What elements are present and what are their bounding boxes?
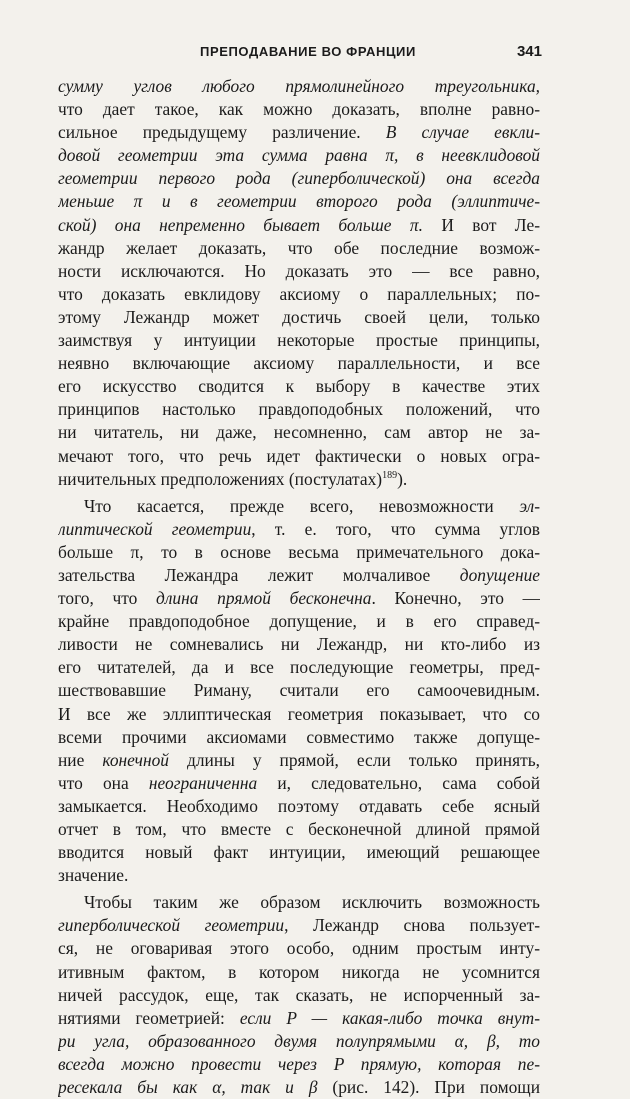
text-segment: Что касается, прежде всего, невозможности [84,495,520,516]
text-segment: ничей рассудок, еще, так сказать, не испорченный за- [58,984,540,1005]
text-segment: значение. [58,865,129,886]
text-segment: ни читатель, ни даже, несомненно, сам автор не за- [58,422,540,443]
text-segment: что доказать евклидову аксиому о параллельных; по- [58,283,540,304]
text-line [58,167,540,190]
text-segment: нятиями геометрией: [58,1007,240,1028]
italic-segment: довой геометрии эта сумма равна π, в неевклидовой [58,145,540,166]
text-line [58,468,540,491]
text-line [58,937,540,960]
text-segment: заимствуя у интуиции некоторые простые принципы, [58,330,540,351]
text-segment: ние [58,749,103,770]
text-line [58,214,540,237]
text-line [58,961,540,984]
text-segment: отчет в том, что вместе с бесконечной длиной прямой [58,819,540,839]
text-segment: зательства Лежандра лежит молчаливое [58,564,460,585]
text-segment: замыкается. Необходимо поэтому отдавать себе ясный [58,795,540,816]
text-line [58,121,540,144]
text-line [58,98,540,121]
text-line [58,306,540,329]
text-line [58,772,540,795]
text-line [58,75,540,98]
italic-segment: липтической геометрии [58,518,252,539]
page-number: 341 [516,43,542,60]
text-segment: И все же эллиптическая геометрия показывает, что со [58,703,540,724]
text-segment: длины у прямой, если только принять, [168,749,540,770]
text-segment: больше π, то в основе весьма примечательного дока- [58,541,540,562]
text-segment: ничительных предположениях (постулатах) [58,468,383,489]
footnote-marker: 189 [382,469,398,481]
italic-segment: ской) она непременно бывает больше π. [58,214,423,235]
text-line [58,679,540,702]
text-line [58,749,540,772]
text-line [58,610,540,633]
italic-segment: эл- [519,495,540,516]
text-segment: крайне правдоподобное допущение, и в его справед- [58,611,540,632]
text-line [58,1076,540,1099]
italic-segment: сумму углов любого прямолинейного треугольника, [58,76,540,96]
text-segment: ливости не сомневались ни Лежандр, ни кто-либо из [58,634,540,655]
italic-segment: геометрии первого рода (гиперболической) она всегда [58,168,540,189]
text-line [58,726,540,749]
text-line [58,1053,540,1076]
text-segment: , т. е. того, что сумма углов [251,518,540,539]
italic-segment: длина прямой бесконечна [156,588,372,609]
text-segment: его читателей, да и все последующие геометры, пред- [58,657,540,678]
text-segment: Чтобы таким же образом исключить возможность [84,892,540,913]
text-segment: его искусство сводится к выбору в качестве этих [58,376,540,397]
text-line [58,190,540,213]
italic-segment: допущение [459,564,540,585]
italic-segment: ри угла, образованного двумя полупрямыми α, β, то [58,1030,540,1051]
text-segment: ). [397,468,408,489]
italic-segment: ресекала бы как α, так и β [58,1077,318,1098]
text-line [58,564,540,587]
text-line [58,541,540,564]
text-segment: что она [58,772,149,793]
text-segment: что дает такое, как можно доказать, вполне равно- [58,99,540,120]
body-text [58,75,540,1099]
text-segment: мечают того, что речь идет фактически о новых огра- [58,445,540,466]
text-segment: ности исключаются. Но доказать это — все равно, [58,260,540,281]
text-segment: сильное предыдущему различение. [58,122,386,143]
text-line [58,283,540,306]
text-segment: жандр желает доказать, что обе последние возмож- [58,237,540,258]
text-line [58,144,540,167]
italic-segment: гиперболической геометрии [58,915,285,936]
italic-segment: всегда можно провести через P прямую, которая пе- [58,1053,540,1074]
text-segment: и, следовательно, сама собой [257,772,540,793]
text-line [58,818,540,841]
text-segment: И вот Ле- [422,214,540,235]
text-line [58,398,540,421]
text-segment: (рис. 142). При помощи [317,1077,540,1098]
text-segment: шествовавшие Риману, считали его самоочевидным. [58,680,540,701]
text-segment: итивным фактом, в котором никогда не усомнится [58,961,540,982]
text-line [58,329,540,352]
italic-segment: В случае евкли- [385,122,540,143]
text-line [58,445,540,468]
text-line [58,495,540,518]
italic-segment: если P — какая-либо точка внут- [239,1007,540,1028]
text-line [58,587,540,610]
page-header [60,44,540,66]
italic-segment: меньше π и в геометрии второго рода (эллиптиче- [58,191,540,212]
text-segment: ся, не оговаривая этого особо, одним простым инту- [58,938,540,959]
text-line [58,841,540,864]
text-segment: всеми прочими аксиомами совместимо также допуще- [58,726,540,747]
text-segment: вводится новый факт интуиции, имеющий решающее [58,842,540,863]
text-segment: . Конечно, это — [371,588,540,609]
running-title: ПРЕПОДАВАНИЕ ВО ФРАНЦИИ [200,44,416,59]
text-line [58,375,540,398]
text-line [58,984,540,1007]
text-segment: принципов настолько правдоподобных положений, что [58,399,540,420]
text-line [58,352,540,375]
text-line [58,703,540,726]
text-line [58,421,540,444]
text-line [58,914,540,937]
text-segment: , Лежандр снова пользует- [284,915,540,936]
text-line [58,891,540,914]
text-line [58,1007,540,1030]
text-line [58,633,540,656]
text-line [58,1030,540,1053]
text-segment: этому Лежандр может достичь своей цели, только [58,306,540,327]
text-line [58,864,540,887]
text-line [58,518,540,541]
text-line [58,795,540,818]
text-segment: того, что [58,588,157,609]
text-line [58,656,540,679]
text-line [58,237,540,260]
text-line [58,260,540,283]
text-segment: неявно включающие аксиому параллельности, и все [58,353,540,374]
italic-segment: неограниченна [148,772,258,793]
italic-segment: конечной [102,749,169,770]
